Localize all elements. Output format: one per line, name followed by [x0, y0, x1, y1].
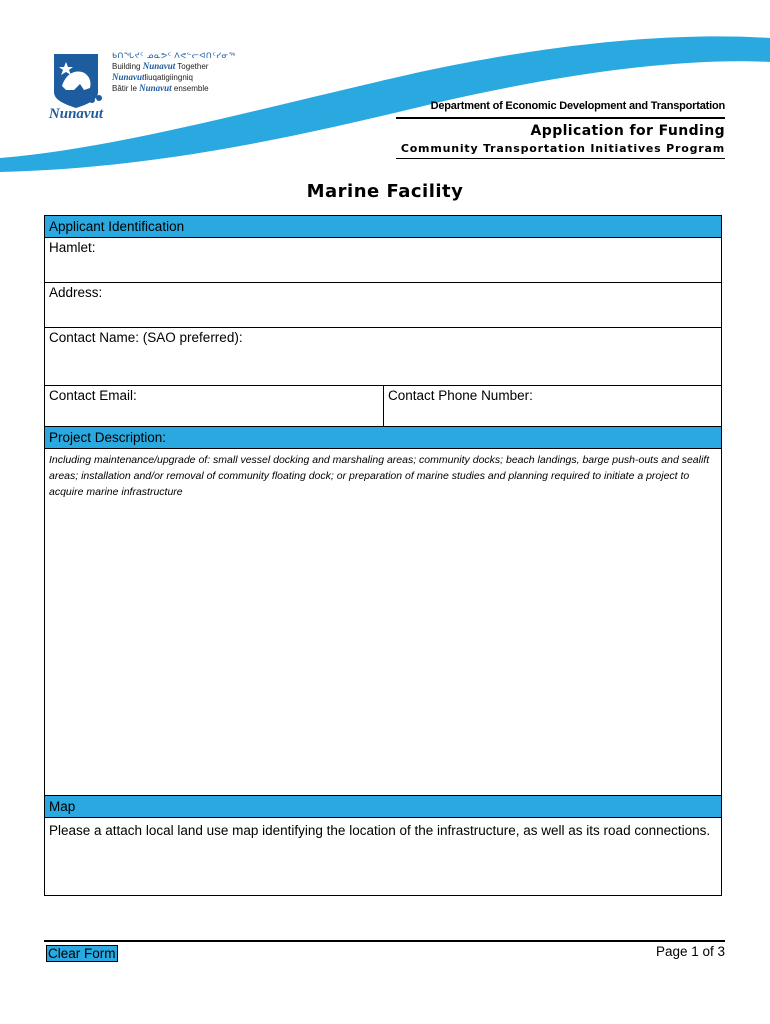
- logo-tagline: ᑲᑎᖓᔪᑦ ᓄᓇᕗᑦ ᐱᕙᓪᓕᐊᑎᑦᓯᓂᖅ Building Nunavut Together Nunavutliuqatigiingniq Bâtir le Nunavut ensemble: [112, 51, 236, 93]
- page-number: Page 1 of 3: [655, 944, 725, 959]
- form-title: Marine Facility: [306, 181, 464, 202]
- header-rule-top: [396, 117, 725, 119]
- section-header-applicant: Applicant Identification: [45, 216, 721, 238]
- section-header-map: Map: [45, 796, 721, 818]
- contact-name-field[interactable]: [45, 328, 721, 386]
- contact-phone-field[interactable]: [384, 386, 721, 426]
- map-instructions-field: [45, 818, 721, 896]
- contact-name-label: Contact Name: (SAO preferred):: [49, 330, 243, 345]
- logo-wordmark: Nunavut: [48, 106, 104, 122]
- contact-row: [45, 386, 721, 427]
- header-rule-bottom: [396, 158, 725, 159]
- hamlet-label: Hamlet:: [49, 240, 96, 255]
- clear-form-button[interactable]: Clear Form: [48, 946, 116, 961]
- application-title: Application for Funding: [530, 123, 725, 139]
- contact-phone-label: Contact Phone Number:: [388, 388, 533, 403]
- contact-email-label: Contact Email:: [49, 388, 137, 403]
- footer-rule: [44, 940, 725, 942]
- address-label: Address:: [49, 285, 103, 300]
- contact-email-field[interactable]: [45, 386, 384, 426]
- hamlet-field[interactable]: [45, 238, 721, 283]
- section-header-project: Project Description:: [45, 427, 721, 449]
- department-name: Department of Economic Development and Transportation: [430, 100, 725, 112]
- map-instructions: Please a attach local land use map identifying the location of the infrastructure, as well as its road connections.: [49, 823, 711, 838]
- nunavut-logo: [44, 46, 108, 122]
- project-instructions: Including maintenance/upgrade of: small vessel docking and marshaling areas; community docks; beach landings, barge push-outs and sealift areas; installation and/or removal of community floating dock; or preparation of marine studies and planning required to initiate a project to acquire marine infrastructure: [49, 454, 710, 498]
- application-form: [44, 215, 722, 896]
- program-name: Community Transportation Initiatives Program: [400, 142, 725, 155]
- tagline-syllabics: ᑲᑎᖓᔪᑦ ᓄᓇᕗᑦ ᐱᕙᓪᓕᐊᑎᑦᓯᓂᖅ: [112, 51, 236, 60]
- project-description-field[interactable]: [45, 449, 721, 796]
- address-field[interactable]: [45, 283, 721, 328]
